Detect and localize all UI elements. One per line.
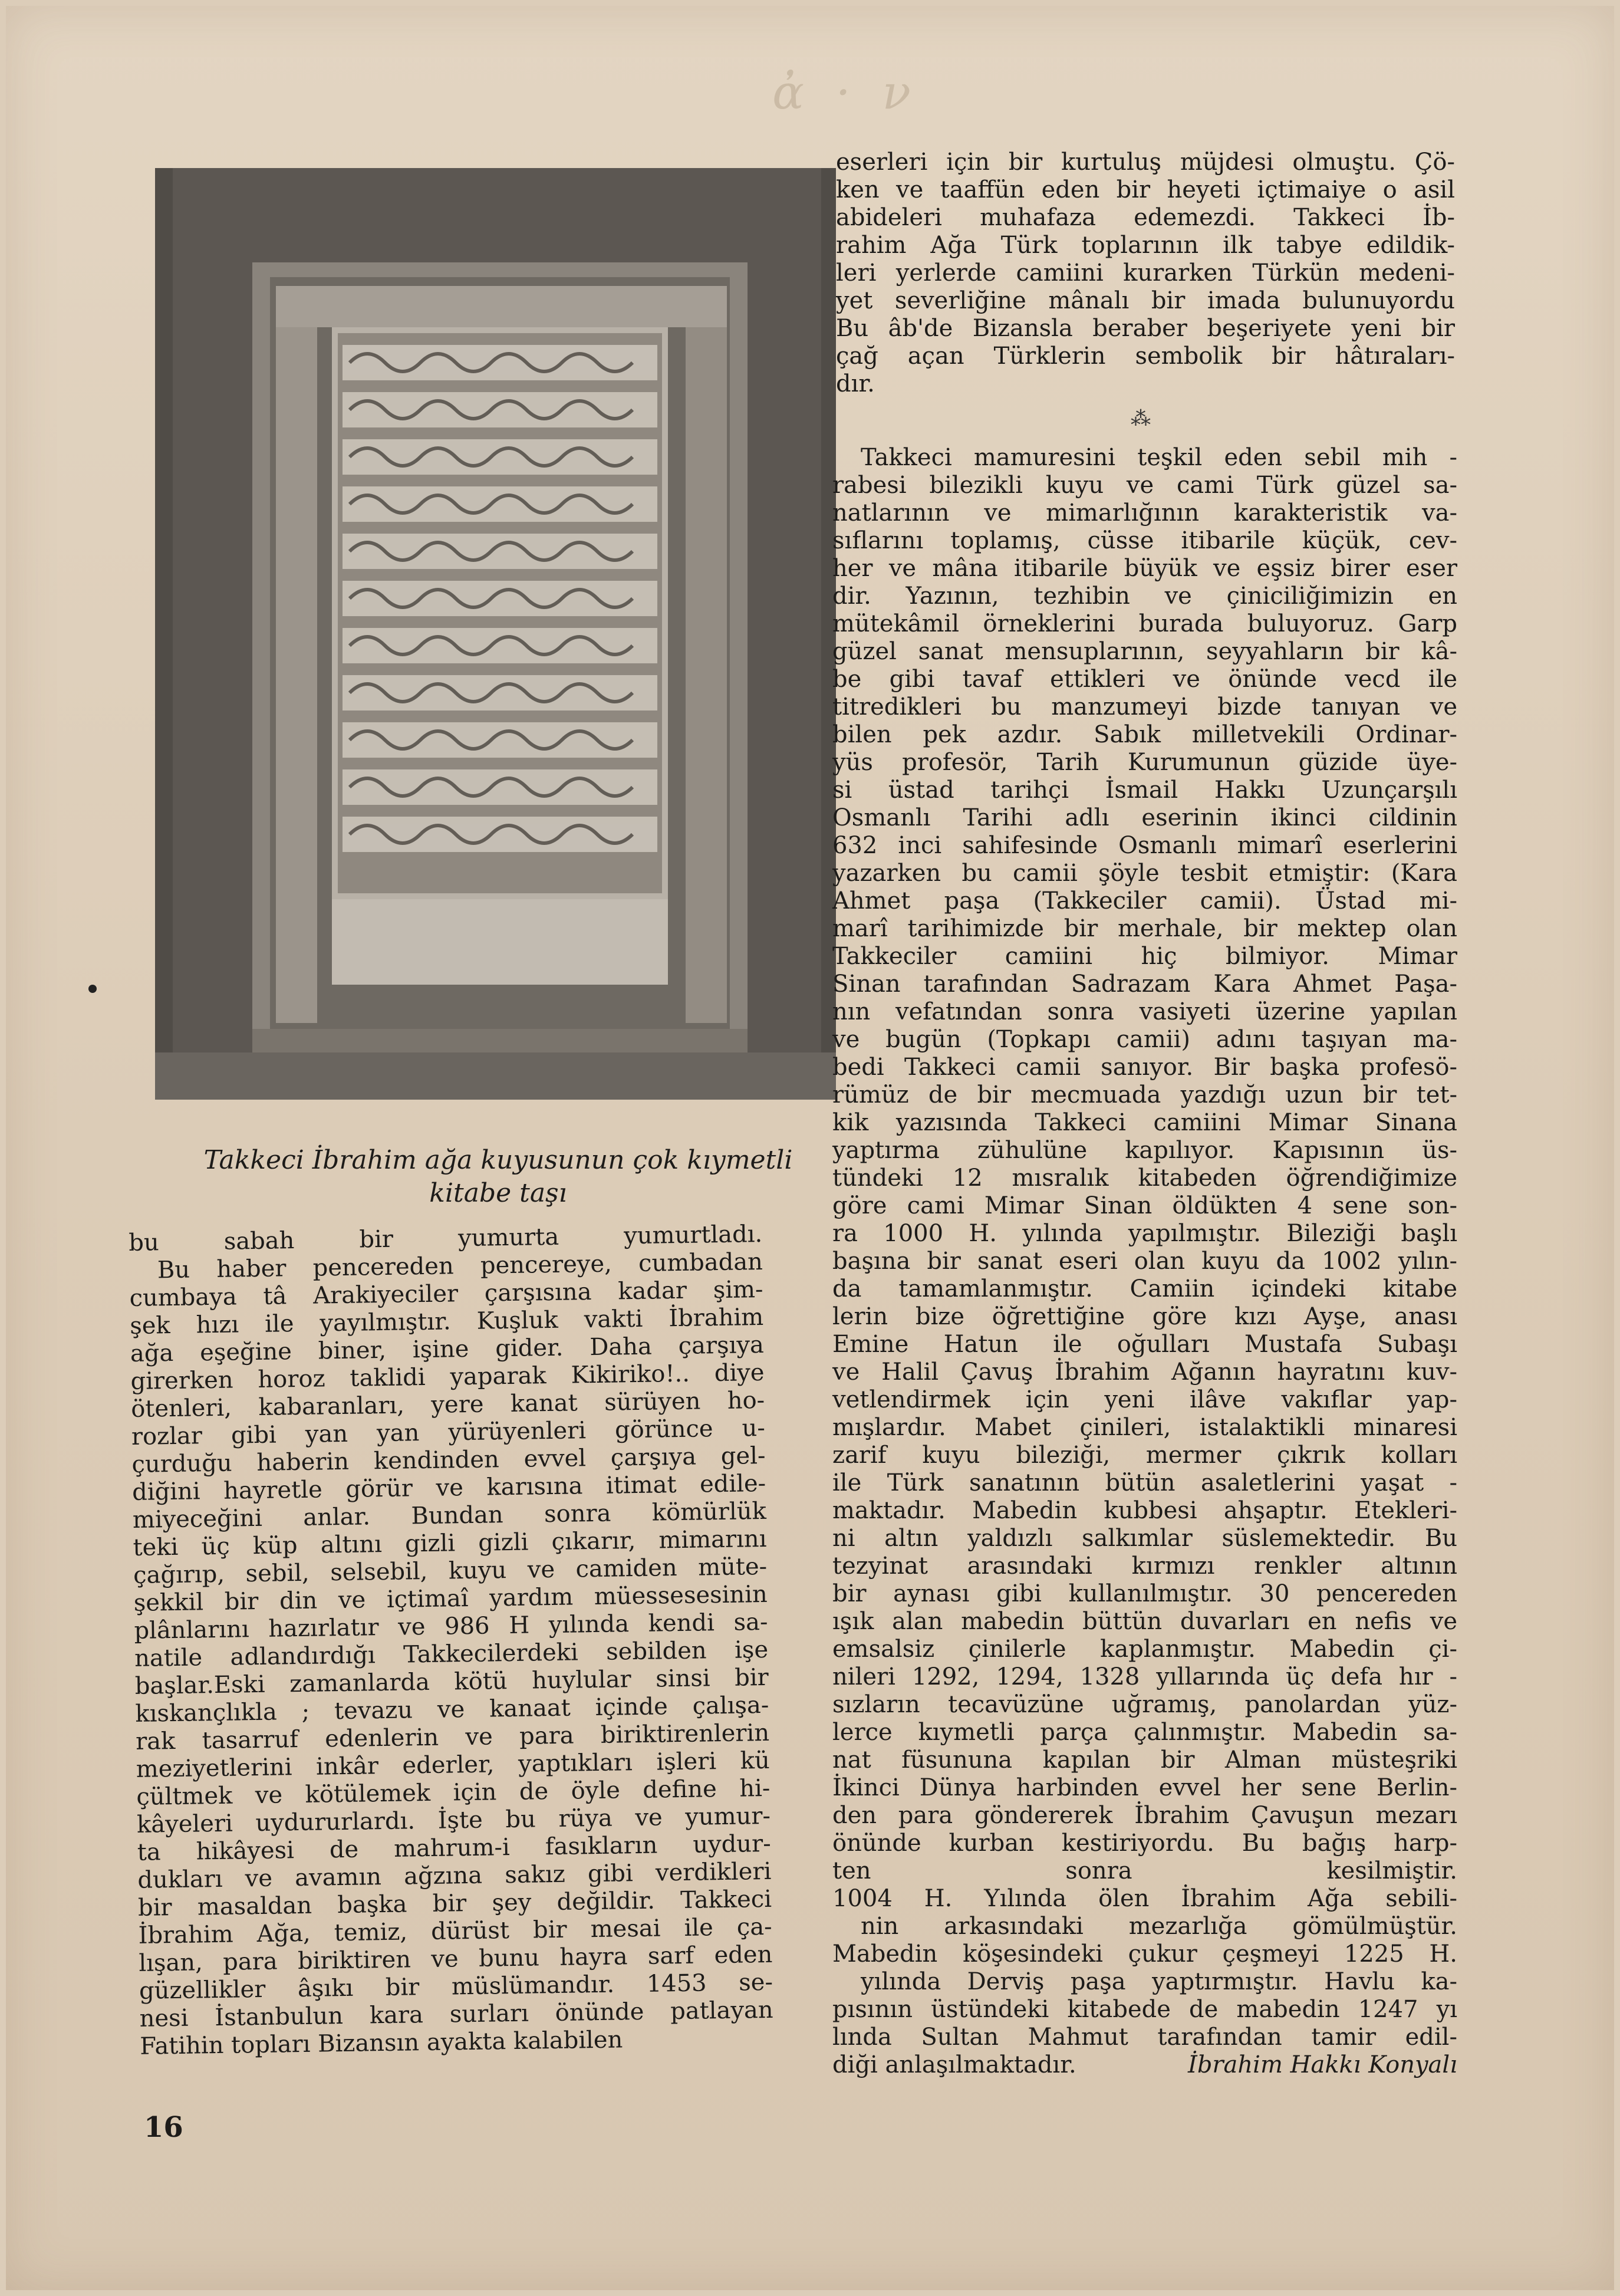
text-line: nileri 1292, 1294, 1328 yıllarında üç defa hır -	[832, 1663, 1457, 1690]
text-line: cumbaya tâ Arakiyeciler çarşısına kadar şim-	[129, 1275, 763, 1312]
text-line: sızların tecavüzüne uğramış, panolardan yüz-	[832, 1691, 1457, 1718]
text-line: bu sabah bir yumurta yumurtladı.	[129, 1220, 763, 1256]
text-line: natile adlandırdığı Takkecilerdeki sebilden işe	[134, 1636, 769, 1672]
text-line: çurduğu haberin kendinden evvel çarşıya gel-	[131, 1442, 766, 1478]
text-line: rümüz de bir mecmuada yazdığı uzun bir tet-	[832, 1081, 1457, 1108]
text-line: güzel sanat mensuplarının, seyyahların bir kâ-	[832, 638, 1457, 665]
text-line: lerce kıymetli parça çalınmıştır. Mabedin sa-	[832, 1719, 1457, 1746]
text-line: rabesi bilezikli kuyu ve cami Türk güzel sa-	[832, 472, 1457, 499]
text-line: dir. Yazının, tezhibin ve çiniciliğimizin en	[832, 583, 1457, 610]
text-line: başlar.Eski zamanlarda kötü huylular sinsi bir	[134, 1663, 769, 1700]
text-line: ta hikâyesi de mahrum-i fasıkların uydur-	[137, 1830, 771, 1866]
text-line: çağırıp, sebil, selsebil, kuyu ve camiden müte-	[133, 1552, 768, 1589]
text-line: miyeceğini anlar. Bundan sonra kömürlük	[132, 1497, 767, 1534]
text-line: mütekâmil örneklerini burada buluyoruz. Garp	[832, 610, 1457, 637]
text-line: pısının üstündeki kitabede de mabedin 1247 yı	[832, 1996, 1457, 2023]
text-line: rozlar gibi yan yan yürüyenleri görünce u-	[131, 1414, 766, 1450]
text-line: be gibi tavaf ettikleri ve önünde vecd ile	[832, 666, 1457, 693]
text-line: yet severliğine mânalı bir imada bulunuyordu	[836, 287, 1455, 314]
text-line: mışlardır. Mabet çinileri, istalaktikli minaresi	[832, 1414, 1457, 1441]
text-line: ni altın yaldızlı salkımlar süslemektedir. Bu	[832, 1525, 1457, 1552]
text-line: lışan, para biriktiren ve bunu hayra sarf eden	[139, 1940, 773, 1977]
text-line: girerken horoz taklidi yaparak Kikiriko!.. diye	[130, 1358, 765, 1395]
text-line: yılında Derviş paşa yaptırmıştır. Havlu ka-	[861, 1968, 1457, 1995]
text-line: her ve mâna itibarile büyük ve eşsiz birer eser	[832, 555, 1457, 582]
text-line: ötenleri, kabaranları, yere kanat sürüyen ho-	[130, 1386, 765, 1423]
text-line: Sinan tarafından Sadrazam Kara Ahmet Paşa-	[832, 971, 1457, 998]
text-line: İkinci Dünya harbinden evvel her sene Berlin-	[832, 1774, 1457, 1801]
inscription-stone-image	[155, 168, 836, 1100]
text-line: den para göndererek İbrahim Çavuşun mezarı	[832, 1802, 1457, 1829]
text-line: meziyetlerini inkâr ederler, yaptıkları işleri kü	[136, 1746, 771, 1783]
text-line: bedi Takkeci camii sanıyor. Bir başka profesö-	[832, 1054, 1457, 1081]
text-line: nat füsununa kapılan bir Alman müsteşriki	[832, 1746, 1457, 1774]
text-line: da tamamlanmıştır. Camiin içindeki kitabe	[832, 1275, 1457, 1302]
text-line: çağ açan Türklerin sembolik bir hâtıraları-	[836, 343, 1455, 370]
text-line: abideleri muhafaza edemezdi. Takkeci İb-	[836, 204, 1455, 231]
text-line: yüs profesör, Tarih Kurumunun güzide üye-	[832, 749, 1457, 776]
text-line: marî tarihimizde bir merhale, bir mektep olan	[832, 915, 1457, 942]
text-line: maktadır. Mabedin kubbesi ahşaptır. Etekleri-	[832, 1497, 1457, 1524]
text-line: Bu haber pencereden pencereye, cumbadan	[157, 1248, 763, 1284]
page-number: 16	[144, 2111, 183, 2144]
text-line: şekkil bir din ve içtimaî yardım müessesesinin	[133, 1580, 768, 1617]
text-line: leri yerlerde camiini kurarken Türkün medeni-	[836, 259, 1455, 287]
text-line: teki üç küp altını gizli gizli çıkarır, mimarını	[133, 1525, 767, 1561]
text-line: 632 inci sahifesinde Osmanlı mimarî eserlerini	[832, 832, 1457, 859]
text-line: şek hızı ile yayılmıştır. Kuşluk vakti İbrahim	[129, 1303, 764, 1340]
text-line: Mabedin köşesindeki çukur çeşmeyi 1225 H.	[832, 1940, 1457, 1968]
text-line: ra 1000 H. yılında yapılmıştır. Bileziği başlı	[832, 1220, 1457, 1247]
caption-line-1: Takkeci İbrahim ağa kuyusunun çok kıymetli	[203, 1145, 793, 1175]
text-line: ışık alan mabedin büttün duvarları en nefis ve	[832, 1608, 1457, 1635]
left-column-body	[129, 1221, 774, 2061]
text-line: ve Halil Çavuş İbrahim Ağanın hayratını kuv-	[832, 1358, 1457, 1386]
section-asterism: ⁂	[1131, 407, 1151, 430]
caption-line-2: kitabe taşı	[429, 1178, 567, 1208]
text-line: kâyeleri uydururlardı. İşte bu rüya ve yumur-	[136, 1802, 771, 1838]
text-line: diği anlaşılmaktadır. İbrahim Hakkı Konyalı	[832, 2051, 1457, 2078]
margin-dot	[88, 985, 97, 993]
text-line: titredikleri bu manzumeyi bizde tanıyan ve	[832, 693, 1457, 721]
pencil-scribble: ἀ · ν	[772, 65, 919, 120]
text-line: ten sonra kesilmiştir.	[832, 1857, 1457, 1884]
text-line: nin arkasındaki mezarlığa gömülmüştür.	[861, 1913, 1457, 1940]
text-line: İbrahim Ağa, temiz, dürüst bir mesai ile ça-	[138, 1913, 772, 1949]
text-line: yaptırma zühulüne kapılıyor. Kapısının üs-	[832, 1137, 1457, 1164]
text-line: diğini hayretle görür ve karısına itimat edile-	[131, 1469, 766, 1506]
inscription-photo	[155, 168, 836, 1100]
text-line: ve bugün (Topkapı camii) adını taşıyan ma-	[832, 1026, 1457, 1053]
text-line: Bu âb'de Bizansla beraber beşeriyete yeni bir	[836, 315, 1455, 342]
right-column-body	[832, 444, 1457, 2079]
text-line: eserleri için bir kurtuluş müjdesi olmuştu. Çö-	[836, 149, 1455, 176]
text-line: plânlarını hazırlatır ve 986 H yılında kendi sa-	[134, 1608, 768, 1644]
text-line: göre cami Mimar Sinan öldükten 4 sene son-	[832, 1192, 1457, 1219]
text-line: Emine Hatun ile oğulları Mustafa Subaşı	[832, 1331, 1457, 1358]
text-line: kıskançlıkla ; tevazu ve kanaat içinde çalışa-	[135, 1691, 769, 1728]
text-line: lerin bize öğrettiğine göre kızı Ayşe, anası	[832, 1303, 1457, 1330]
text-line: sıflarını toplamış, cüsse itibarile küçük, cev-	[832, 527, 1457, 554]
text-line: lında Sultan Mahmut tarafından tamir edil-	[832, 2024, 1457, 2051]
text-line: rahim Ağa Türk toplarının ilk tabye edildik-	[836, 232, 1455, 259]
text-line: güzellikler âşıkı bir müslümandır. 1453 se-	[139, 1968, 773, 2005]
text-line: zarif kuyu bileziği, mermer çıkrık kolları	[832, 1442, 1457, 1469]
text-line: yazarken bu camii şöyle tesbit etmiştir: (Kara	[832, 860, 1457, 887]
text-line: Osmanlı Tarihi adlı eserinin ikinci cildinin	[832, 804, 1457, 831]
text-line: çültmek ve kötülemek için de öyle define hi-	[136, 1774, 771, 1811]
text-line: bilen pek azdır. Sabık milletvekili Ordinar-	[832, 721, 1457, 748]
text-line: 1004 H. Yılında ölen İbrahim Ağa sebili-	[832, 1885, 1457, 1912]
right-column-top-paragraph	[836, 149, 1455, 398]
text-line: dır.	[836, 370, 875, 397]
text-line: ken ve taaffün eden bir heyeti içtimaiye o asil	[836, 176, 1455, 203]
text-line: rak tasarruf edenlerin ve para biriktirenlerin	[135, 1719, 770, 1755]
text-line: Fatihin topları Bizansın ayakta kalabilen	[140, 2026, 623, 2060]
text-line: ağa eşeğine biner, işine gider. Daha çarşıya	[130, 1331, 765, 1367]
text-line: si üstad tarihçi İsmail Hakkı Uzunçarşılı	[832, 777, 1457, 804]
text-line: bir masaldan başka bir şey değildir. Takkeci	[137, 1885, 772, 1922]
text-line: natlarının ve mimarlığının karakteristik va-	[832, 499, 1457, 527]
text-line: emsalsiz çinilerle kaplanmıştır. Mabedin çi-	[832, 1636, 1457, 1663]
text-line: ile Türk sanatının bütün asaletlerini yaşat -	[832, 1469, 1457, 1496]
text-line: Takkeciler camiini hiç bilmiyor. Mimar	[832, 943, 1457, 970]
text-line: Takkeci mamuresini teşkil eden sebil mih -	[861, 444, 1457, 471]
text-line: bir aynası gibi kullanılmıştır. 30 pencereden	[832, 1580, 1457, 1607]
text-line: nesi İstanbulun kara surları önünde patlayan	[139, 1996, 773, 2032]
text-line: Ahmet paşa (Takkeciler camii). Üstad mi-	[832, 887, 1457, 915]
text-line: başına bir sanat eseri olan kuyu da 1002 yılın-	[832, 1248, 1457, 1275]
text-line: tezyinat arasındaki kırmızı renkler altının	[832, 1552, 1457, 1580]
author-signature: İbrahim Hakkı Konyalı	[1188, 2051, 1457, 2078]
text-line: önünde kurban kestiriyordu. Bu bağış harp-	[832, 1830, 1457, 1857]
photo-caption	[141, 1144, 855, 1210]
text-line: nın vefatından sonra vasiyeti üzerine yapılan	[832, 998, 1457, 1025]
text-line: dukları ve avamın ağzına sakız gibi verdikleri	[137, 1857, 772, 1894]
text-line: kik yazısında Takkeci camiini Mimar Sinana	[832, 1109, 1457, 1136]
text-line: vetlendirmek için yeni ilâve vakıflar yap-	[832, 1386, 1457, 1413]
text-line: tündeki 12 mısralık kitabeden öğrendiğimize	[832, 1165, 1457, 1192]
